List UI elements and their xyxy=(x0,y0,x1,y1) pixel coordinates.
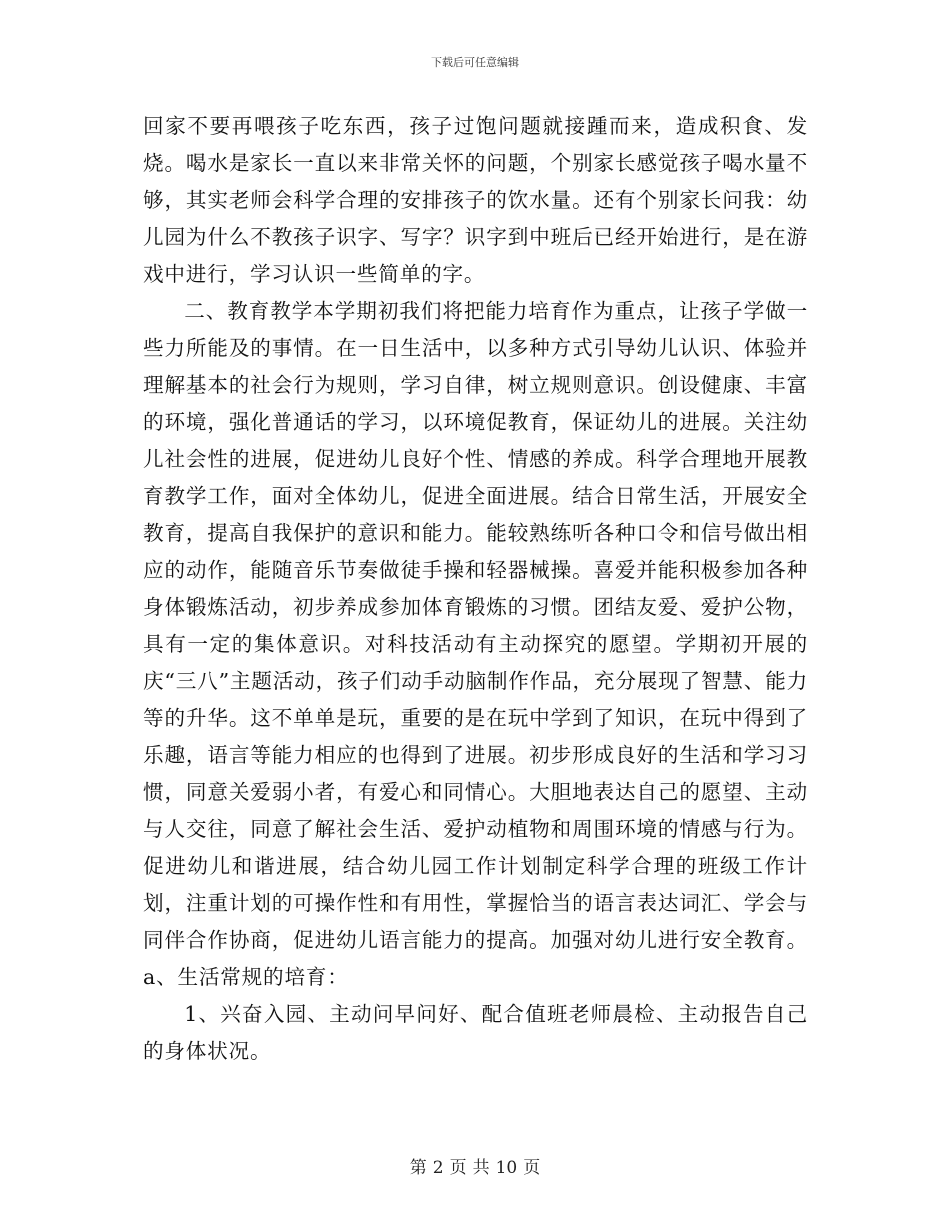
page-current: 2 xyxy=(432,1158,444,1178)
paragraph-2: 二、教育教学本学期初我们将把能力培育作为重点，让孩子学做一些力所能及的事情。在一日生活中，以多种方式引导幼儿认识、体验并理解基本的社会行为规则，学习自律，树立规则意识。创设健康、丰富的环境，强化普通话的学习，以环境促教育，保证幼儿的进展。关注幼儿社会性的进展，促进幼儿良好个性、情感的养成。科学合理地开展教育教学工作，面对全体幼儿，促进全面进展。结合日常生活，开展安全教育，提高自我保护的意识和能力。能较熟练听各种口令和信号做出相应的动作，能随音乐节奏做徒手操和轻器械操。喜爱并能积极参加各种身体锻炼活动，初步养成参加体育锻炼的习惯。团结友爱、爱护公物，具有一定的集体意识。对科技活动有主动探究的愿望。学期初开展的庆“三八”主题活动，孩子们动手动脑制作作品，充分展现了智慧、能力等的升华。这不单单是玩，重要的是在玩中学到了知识，在玩中得到了乐趣，语言等能力相应的也得到了进展。初步形成良好的生活和学习习惯，同意关爱弱小者，有爱心和同情心。大胆地表达自己的愿望、主动与人交往，同意了解社会生活、爱护动植物和周围环境的情感与行为。促进幼儿和谐进展，结合幼儿园工作计划制定科学合理的班级工作计划，注重计划的可操作性和有用性，掌握恰当的语言表达词汇、学会与同伴合作协商，促进幼儿语言能力的提高。加强对幼儿进行安全教育。a、生活常规的培育： xyxy=(143,299,808,989)
header-note: 下载后可任意编辑 xyxy=(431,56,519,69)
paragraph-3: 1、兴奋入园、主动问早问好、配合值班老师晨检、主动报告自己的身体状况。 xyxy=(143,1002,808,1063)
page-label-di: 第 xyxy=(409,1158,427,1178)
document-body xyxy=(143,108,808,1070)
page-total: 10 xyxy=(495,1158,518,1178)
page-label-gong: 共 xyxy=(472,1158,490,1178)
page-number xyxy=(0,1153,950,1178)
page-label-ye: 页 xyxy=(449,1158,467,1178)
page-label-ye-2: 页 xyxy=(523,1158,541,1178)
paragraph-1: 回家不要再喂孩子吃东西，孩子过饱问题就接踵而来，造成积食、发烧。喝水是家长一直以来非常关怀的问题，个别家长感觉孩子喝水量不够，其实老师会科学合理的安排孩子的饮水量。还有个别家长问我：幼儿园为什么不教孩子识字、写字？识字到中班后已经开始进行，是在游戏中进行，学习认识一些简单的字。 xyxy=(143,114,808,286)
